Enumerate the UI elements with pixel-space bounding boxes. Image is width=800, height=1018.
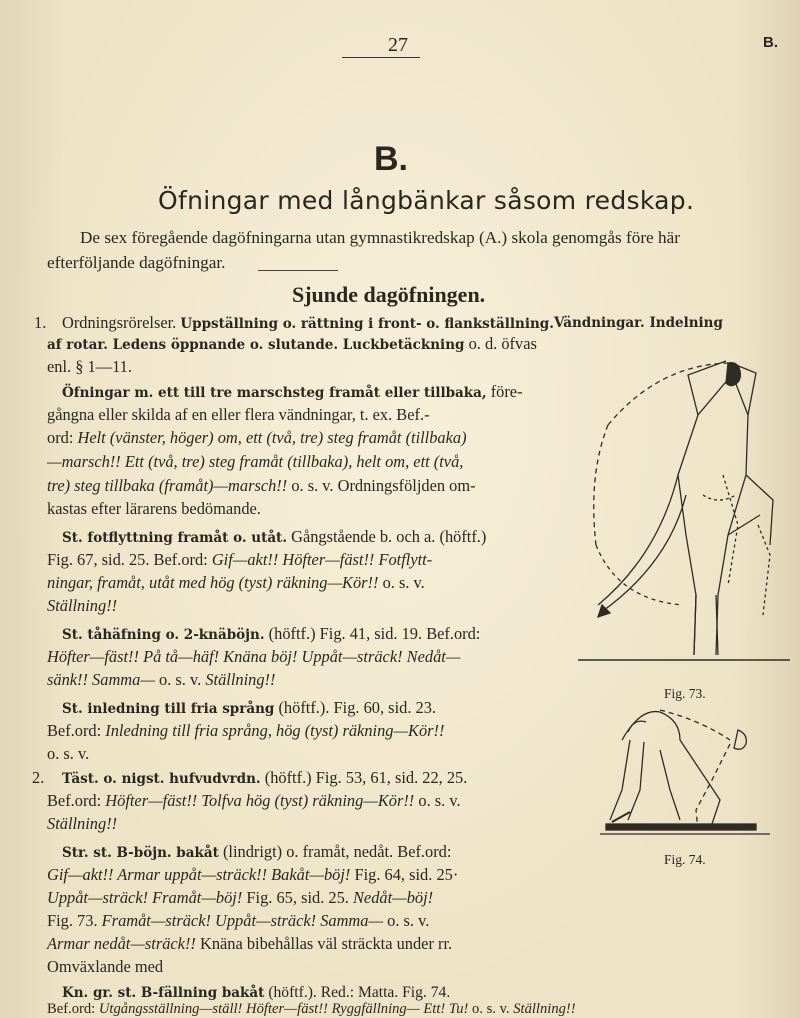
text-span: Fig. 67, sid. 25. Bef.ord:	[47, 550, 208, 569]
text-line	[47, 1001, 576, 1018]
italic-span: Helt (vänster, höger) om, ett (två, tre) steg framåt (tillbaka)	[77, 428, 467, 447]
text-line	[62, 984, 450, 1002]
italic-span: Höfter—fäst!! Tolfva hög (tyst) räkning—Kör!!	[105, 791, 415, 810]
text-line	[47, 550, 432, 570]
italic-span: Ställning!!	[513, 1001, 576, 1017]
italic-span: tre) steg tillbaka (framåt)—marsch!!	[47, 476, 288, 495]
item-number: 1.	[34, 313, 47, 332]
bold-span: af rotar. Ledens öppnande o. slutande. Luckbetäckning	[47, 337, 465, 353]
section-title: Öfningar med långbänkar såsom redskap.	[158, 186, 695, 215]
text-line	[62, 313, 554, 333]
item-number: 2.	[32, 768, 45, 787]
bold-span: Str. st. B-böjn. bakåt	[62, 845, 219, 861]
text-span: Knäna bibehållas väl sträckta under rr.	[199, 934, 453, 953]
text-span: o. s. v.	[418, 791, 461, 810]
text-line: o. s. v.	[47, 744, 90, 763]
italic-span: Ett! Tu!	[423, 1001, 473, 1017]
text-line	[47, 476, 476, 496]
figure-74-caption: Fig. 74.	[664, 852, 706, 867]
italic-span: Armar nedåt—sträck!!	[47, 934, 196, 953]
italic-span: Inledning till fria språng, hög (tyst) räkning—Kör!!	[105, 721, 445, 740]
text-line	[47, 865, 458, 885]
italic-span: Uppåt—sträck! Framåt—böj!	[47, 888, 243, 907]
italic-span: Framåt—sträck! Uppåt—sträck! Samma—	[101, 911, 384, 930]
text-line	[47, 791, 461, 811]
text-span: Gångstående b. och a. (höftf.)	[291, 527, 487, 546]
italic-span: sänk!! Samma—	[47, 670, 155, 689]
text-span: Bef.ord:	[47, 1001, 99, 1017]
figure-73-caption: Fig. 73.	[664, 686, 706, 701]
paragraph-number-2	[32, 768, 44, 788]
text-span: (höftf.). Fig. 60, sid. 23.	[278, 698, 436, 717]
text-span: Fig. 65, sid. 25.	[246, 888, 349, 907]
italic-span: Utgångsställning—ställ! Höfter—fäst!! Ryggfällning—	[98, 1001, 424, 1017]
day-heading: Sjunde dagöfningen.	[292, 282, 486, 307]
text-line	[47, 911, 429, 931]
text-span: (höftf.) Fig. 53, 61, sid. 22, 25.	[264, 768, 468, 787]
text-span: Ordningsrörelser.	[62, 313, 177, 332]
text-line: kastas efter lärarens bedömande.	[47, 499, 261, 518]
separator-rule	[258, 270, 338, 271]
text-line	[62, 624, 480, 644]
text-span: Bef.ord:	[47, 721, 102, 740]
text-line	[47, 934, 452, 954]
italic-span: Ställning!!	[205, 670, 276, 689]
text-span: (höftf.) Fig. 41, sid. 19. Bef.ord:	[268, 624, 481, 643]
text-line	[47, 888, 433, 908]
right-heading: Vändningar. Indelning	[554, 315, 723, 331]
text-span: ord:	[47, 428, 74, 447]
figure-74-illustration	[600, 700, 770, 850]
bold-span: Uppställning o. rättning i front- o. flankställning.	[180, 316, 554, 332]
text-line	[47, 670, 275, 690]
italic-span: Gif—akt!! Armar uppåt—sträck!! Bakåt—böj!	[47, 865, 351, 884]
text-line	[47, 428, 467, 448]
text-line	[62, 527, 486, 547]
bold-span: St. fotflyttning framåt o. utåt.	[62, 530, 287, 546]
header-rule	[342, 57, 420, 58]
text-span: o. s. v.	[382, 573, 425, 592]
text-line: gångna eller skilda af en eller flera vändningar, t. ex. Bef.-	[47, 405, 430, 424]
text-line	[47, 334, 537, 354]
italic-span: Nedåt—böj!	[353, 888, 434, 907]
text-span: (höftf.). Red.: Matta. Fig. 74.	[268, 984, 451, 1001]
paragraph-number-1	[34, 313, 46, 333]
text-line	[62, 382, 523, 402]
bold-span: Täst. o. nigst. hufvudvrdn.	[62, 771, 261, 787]
text-span: Fig. 73.	[47, 911, 98, 930]
text-line	[47, 721, 444, 741]
text-line: —marsch!! Ett (två, tre) steg framåt (tillbaka), helt om, ett (två,	[47, 452, 464, 471]
mat	[606, 824, 756, 830]
text-line: Omväxlande med	[47, 957, 164, 976]
running-section-label: B.	[763, 34, 778, 51]
bold-span: Kn. gr. st. B-fällning bakåt	[62, 985, 265, 1001]
italic-span: Gif—akt!! Höfter—fäst!! Fotflytt-	[211, 550, 433, 569]
text-span: o. s. v. Ordningsföljden om-	[291, 476, 476, 495]
bold-span: St. inledning till fria språng	[62, 701, 275, 717]
text-line	[62, 698, 436, 718]
text-line: Ställning!!	[47, 596, 118, 615]
italic-span: ningar, framåt, utåt med hög (tyst) räkning—Kör!!	[47, 573, 379, 592]
text-span: (lindrigt) o. framåt, nedåt. Bef.ord:	[222, 842, 452, 861]
text-line	[47, 573, 425, 593]
motion-arc	[608, 363, 728, 425]
text-span: före-	[490, 382, 523, 401]
text-line: Höfter—fäst!! På tå—häf! Knäna böj! Uppåt—sträck! Nedåt—	[47, 647, 461, 666]
text-span: Bef.ord:	[47, 791, 102, 810]
text-line	[62, 768, 467, 788]
page-number: 27	[388, 34, 408, 56]
figure-73-illustration	[578, 355, 790, 685]
text-span: o. d. öfvas	[468, 334, 537, 353]
text-span: Fig. 64, sid. 25·	[354, 865, 459, 884]
bold-span: Öfningar m. ett till tre marschsteg framåt eller tillbaka,	[62, 385, 487, 401]
intro-paragraph-line-1: De sex föregående dagöfningarna utan gymnastikredskap (A.) skola genomgås före här	[80, 228, 680, 247]
intro-paragraph-line-2: efterföljande dagöfningar.	[47, 253, 226, 272]
text-span: o. s. v.	[387, 911, 430, 930]
text-line	[62, 842, 451, 862]
text-line: Ställning!!	[47, 814, 118, 833]
text-span: o. s. v.	[159, 670, 202, 689]
bold-span: St. tåhäfning o. 2-knäböjn.	[62, 627, 265, 643]
text-span: o. s. v.	[472, 1001, 514, 1017]
section-letter: B.	[374, 140, 408, 178]
text-line: enl. § 1—11.	[47, 357, 132, 376]
